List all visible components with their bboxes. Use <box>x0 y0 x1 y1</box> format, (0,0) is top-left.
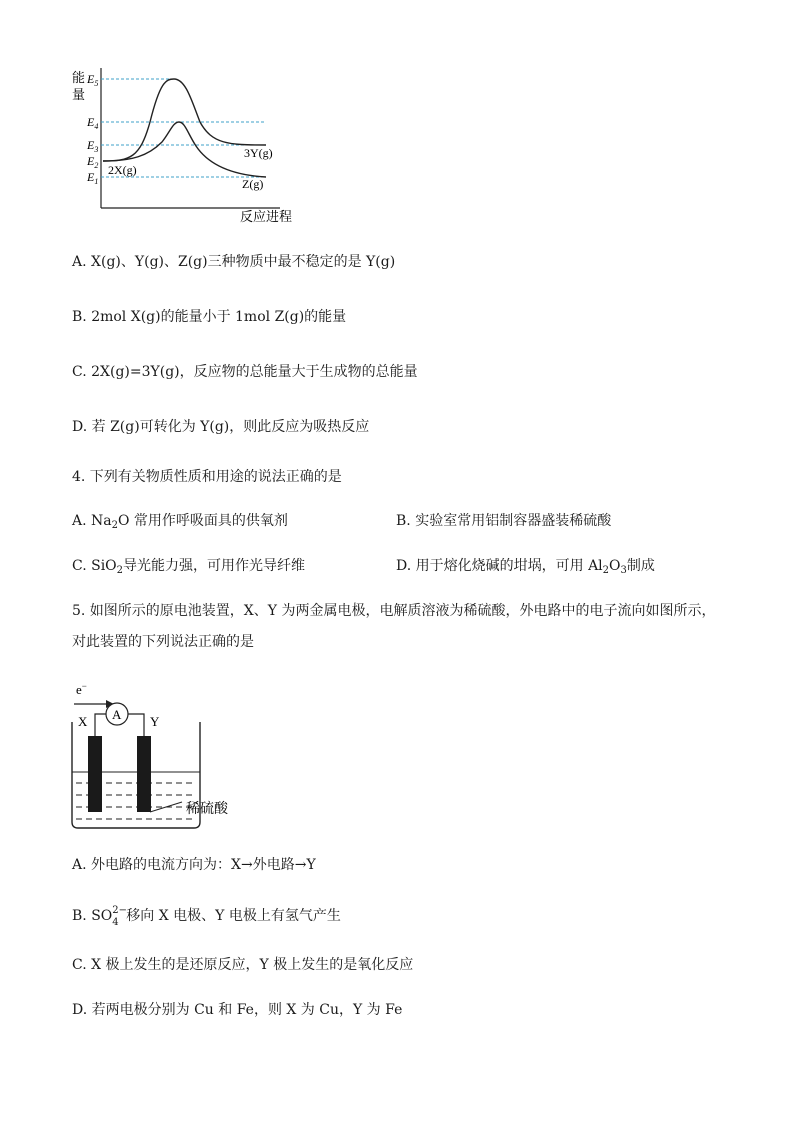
q4-option-b: B. 实验室常用铝制容器盛装稀硫酸 <box>396 513 612 529</box>
electrode-y <box>137 736 151 812</box>
energy-diagram <box>70 62 310 227</box>
sulfate-subscript: 4 <box>112 917 119 928</box>
q3-option-b: B. 2mol X(g)的能量小于 1mol Z(g)的能量 <box>72 309 347 325</box>
q3-option-a: A. X(g)、Y(g)、Z(g)三种物质中最不稳定的是 Y(g) <box>72 254 396 270</box>
q5-stem-line-1: 5. 如图所示的原电池装置，X、Y 为两金属电极，电解质溶液为稀硫酸，外电路中的电子流向如图所示， <box>72 603 716 619</box>
electrode-x-label: X <box>78 714 88 729</box>
q4-option-a: A. $Na_2O$ 常用作呼吸面具的供氧剂 <box>72 513 288 531</box>
x-label: 反应进程 <box>240 209 293 224</box>
q5-option-c: C. X 极上发生的是还原反应，Y 极上发生的是氧化反应 <box>72 957 414 973</box>
y-label-2: 量 <box>72 87 86 102</box>
q5-option-b: B. SO 2− 4 移向 X 电极、Y 电极上有氢气产生 <box>72 906 341 926</box>
label-e4: $E_4$ <box>87 115 99 131</box>
curve-to-3y <box>103 79 266 161</box>
galvanic-cell-figure <box>66 682 246 832</box>
label-e2: $E_2$ <box>87 154 99 170</box>
q3-option-d: D. 若 Z(g)可转化为 Y(g)，则此反应为吸热反应 <box>72 419 370 435</box>
q3-option-c: C. 2X(g)=3Y(g)，反应物的总能量大于生成物的总能量 <box>72 364 418 380</box>
label-z: Z(g) <box>242 177 264 191</box>
external-wire-right <box>128 714 144 736</box>
q4-option-c: C. SiO$_2$导光能力强，可用作光导纤维 <box>72 558 306 576</box>
solution-label: 稀硫酸 <box>186 802 228 817</box>
q5-option-a: A. 外电路的电流方向为：X→外电路→Y <box>72 857 316 873</box>
label-2x: 2X(g) <box>108 163 137 177</box>
label-3y: 3Y(g) <box>244 146 273 160</box>
external-wire <box>95 714 106 736</box>
q4-option-d: D. 用于熔化烧碱的坩埚，可用 $Al_2O_3$制成 <box>396 558 655 576</box>
y-label-1: 能 <box>72 70 86 85</box>
ammeter-label: A <box>112 707 122 722</box>
electron-label: e− <box>76 682 87 697</box>
q5-stem-line-2: 对此装置的下列说法正确的是 <box>72 634 254 650</box>
q5-option-d: D. 若两电极分别为 Cu 和 Fe，则 X 为 Cu，Y 为 Fe <box>72 1002 403 1018</box>
label-e3: $E_3$ <box>87 138 99 154</box>
electrode-y-label: Y <box>150 714 160 729</box>
label-e1: $E_1$ <box>87 170 99 186</box>
label-e5: $E_5$ <box>87 72 99 88</box>
q4-stem: 4. 下列有关物质性质和用途的说法正确的是 <box>72 469 342 485</box>
sulfate-superscript: 2− <box>112 905 128 916</box>
electrode-x <box>88 736 102 812</box>
